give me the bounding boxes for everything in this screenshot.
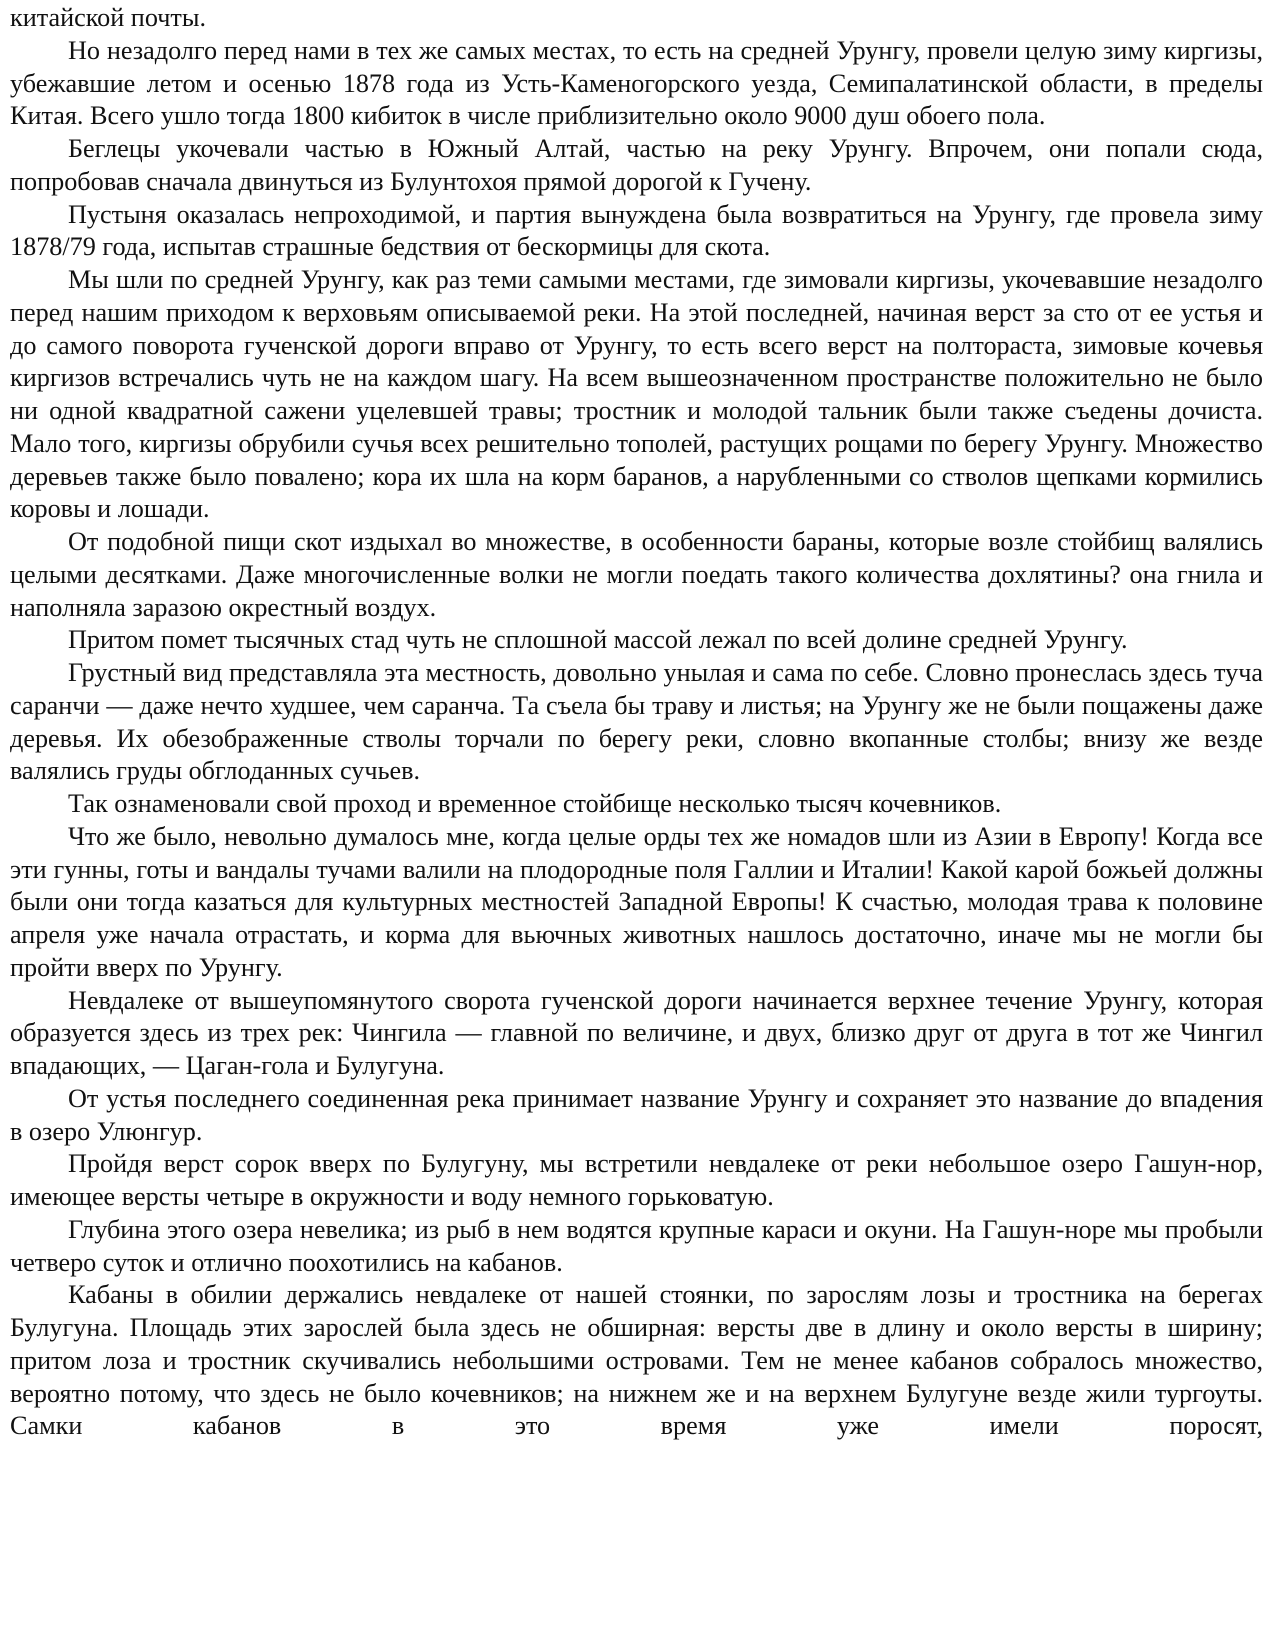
- paragraph: Глубина этого озера невелика; из рыб в нем водятся крупные караси и окуни. На Гашун-норе мы пробыли четверо суток и отлично поохотились на кабанов.: [10, 1214, 1263, 1277]
- paragraph: Притом помет тысячных стад чуть не сплошной массой лежал по всей долине средней Урунгу.: [68, 625, 1128, 655]
- paragraph: Беглецы укочевали частью в Южный Алтай, частью на реку Урунгу. Впрочем, они попали сюда, попробовав сначала двинуться из Булунтохоя прямой дорогой к Гучену.: [10, 134, 1263, 196]
- paragraph: От подобной пищи скот издыхал во множестве, в особенности бараны, которые возле стойбищ валялись целыми десятками. Даже многочисленные волки не могли поедать такого количества дохлятины? она гнила и наполняла заразою окрестный воздух.: [10, 527, 1263, 622]
- paragraph: Но незадолго перед нами в тех же самых местах, то есть на средней Урунгу, провели целую зиму киргизы, убежавшие летом и осенью 1878 года из Усть-Каменогорского уезда, Семипалатинской области, в пределы Китая. Всего ушло тогда 1800 кибиток в числе приблизительно около 9000 душ обоего пола.: [10, 35, 1263, 131]
- paragraph: Пустыня оказалась непроходимой, и партия вынуждена была возвратиться на Урунгу, где провела зиму 1878/79 года, испытав страшные бедствия от бескормицы для скота.: [10, 199, 1263, 262]
- paragraph: Что же было, невольно думалось мне, когда целые орды тех же номадов шли из Азии в Европу! Когда все эти гунны, готы и вандалы тучами валили на плодородные поля Галлии и Италии! Какой карой божьей должны были они тогда казаться для культурных местностей Западной Европы! К счастью, молодая трава к половине апреля уже начала отрастать, и корма для вьючных животных нашлось достаточно, иначе мы не могли бы пройти вверх по Урунгу.: [10, 821, 1263, 982]
- paragraph: Мы шли по средней Урунгу, как раз теми самыми местами, где зимовали киргизы, укочевавшие незадолго перед нашим приходом к верховьям описываемой реки. На этой последней, начиная верст за сто от ее устья и до самого поворота гученской дороги вправо от Урунгу, то есть всего верст на полтораста, зимовые кочевья киргизов встречались чуть не на каждом шагу. На всем вышеозначенном пространстве положительно не было ни одной квадратной сажени уцелевшей травы; тростник и молодой тальник были также съедены дочиста. Мало того, киргизы обрубили сучья всех решительно тополей, растущих рощами по берегу Урунгу. Множество деревьев также было повалено; кора их шла на корм баранов, а нарубленными со стволов щепками кормились коровы и лошади.: [10, 265, 1263, 524]
- paragraph-continuation: китайской почты.: [10, 3, 206, 32]
- paragraph: От устья последнего соединенная река принимает название Урунгу и сохраняет это название до впадения в озеро Улюнгур.: [10, 1083, 1263, 1146]
- paragraph: Так ознаменовали свой проход и временное стойбище несколько тысяч кочевников.: [68, 789, 1002, 818]
- paragraph: Невдалеке от вышеупомянутого сворота гученской дороги начинается верхнее течение Урунгу, которая образуется здесь из трех рек: Чингила — главной по величине, и двух, близко друг от друга в тот же Чингил впадающих, — Цаган-гола и Булугуна.: [10, 985, 1263, 1080]
- paragraph: Грустный вид представляла эта местность, довольно унылая и сама по себе. Словно пронеслась здесь туча саранчи — даже нечто худшее, чем саранча. Та съела бы траву и листья; на Урунгу же не были пощажены даже деревья. Их обезображенные стволы торчали по берегу реки, словно вкопанные столбы; внизу же везде валялись груды обглоданных сучьев.: [10, 658, 1263, 786]
- paragraph: Пройдя верст сорок вверх по Булугуну, мы встретили невдалеке от реки небольшое озеро Гашун-нор, имеющее версты четыре в окружности и воду немного горьковатую.: [10, 1149, 1263, 1211]
- document-page: [10, 2, 1263, 1443]
- paragraph-cut-off: Кабаны в обилии держались невдалеке от нашей стоянки, по зарослям лозы и тростника на берегах Булугуна. Площадь этих зарослей была здесь не обширная: версты две в длину и около версты в ширину; притом лоза и тростник скучивались небольшими островами. Тем не менее кабанов собралось множество, вероятно потому, что здесь не было кочевников; на нижнем же и на верхнем Булугуне везде жили тургоуты. Самки кабанов в это время уже имели поросят,: [10, 1280, 1263, 1441]
